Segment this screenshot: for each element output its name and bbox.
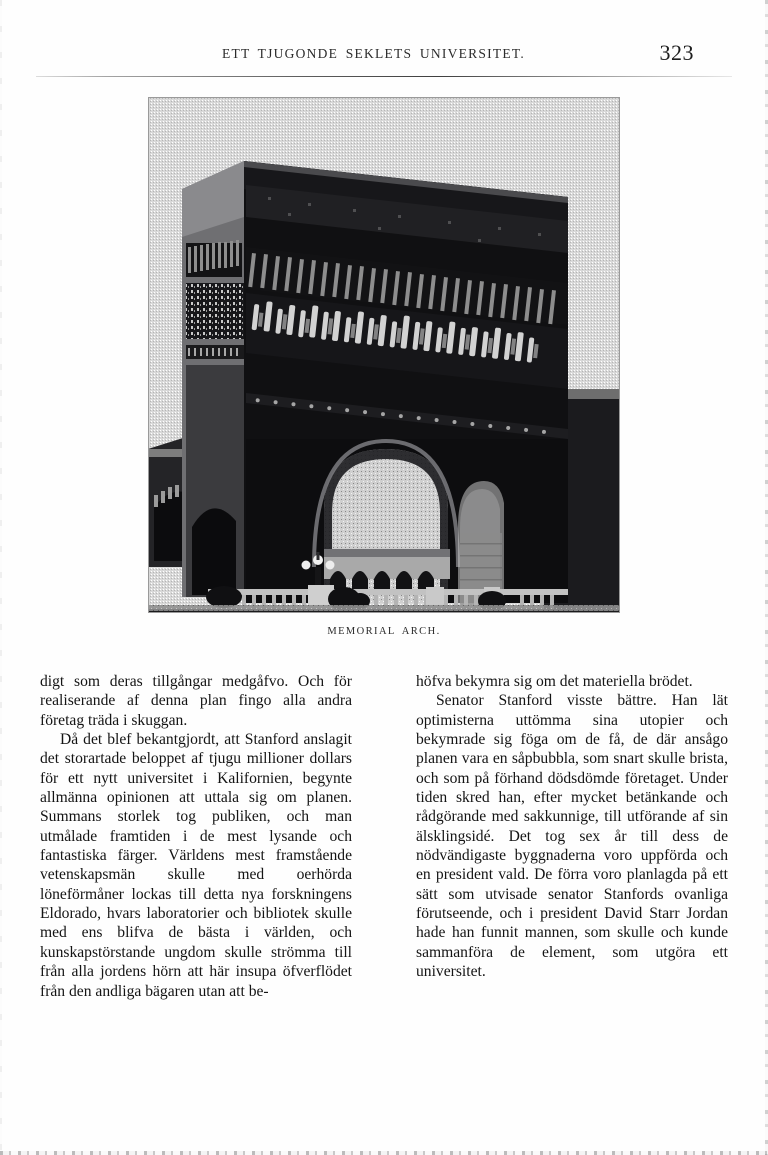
paragraph: höfva bekymra sig om det materiella brödet. bbox=[416, 673, 693, 690]
figure-caption: MEMORIAL ARCH. bbox=[327, 626, 441, 637]
paragraph: Senator Stanford visste bättre. Han lät optimisterna uttömma sina utopier och bekymrade sig föga om de få, de där ansågo planen vara en såpbubbla, som snart skulle brista, och som på förhand dödsdömde företaget. Under tiden skred han, efter mycket betänkande och rådgörande med sakkunnige, till utförande af sin älsklingsidé. Det tog sex år till dess de nödvändigaste byggnaderna voro uppförda och en president vald. De förra voro planlagda på ett sätt som utvisade senator Stanfords ovanliga förutseende, och i president David Starr Jordan hade han funnit mannen, som skulle och kunde sammanföra de element, som utgöra ett universitet. bbox=[416, 692, 728, 981]
right-column bbox=[416, 672, 728, 1001]
header-rule bbox=[36, 76, 732, 77]
paragraph: digt som deras tillgångar medgåfvo. Och för realiserande af denna plan fingo alla andra företag träda i skuggan. bbox=[40, 673, 352, 729]
scan-edge-artifact-bottom bbox=[0, 1151, 768, 1155]
running-head-title: ETT TJUGONDE SEKLETS UNIVERSITET. bbox=[222, 46, 525, 61]
running-head bbox=[0, 40, 768, 68]
memorial-arch-illustration bbox=[148, 97, 620, 613]
page-number: 323 bbox=[659, 40, 694, 65]
scan-edge-artifact-left bbox=[0, 0, 2, 1155]
paragraph: Då det blef bekantgjordt, att Stanford anslagit det storartade beloppet af tjugu millioner dollars för ett nytt universitet i Kalifornien, begynte allmänna opinionen att uttala sig om planen. Summans storlek tog publiken, och man utmålade framtiden i de mest lysande och fantastiska färger. Världens mest framstående vetenskapsmän skulle med oerhörda löneförmåner lockas till detta nya forskningens Eldorado, hvars laboratorier och bibliotek skulle med ens blifva de bästa i världen, och kunskapstörstande ungdom skulle strömma till från alla jordens hörn att här insupa öfverflödet från den andliga bägaren utan att be- bbox=[40, 731, 352, 1000]
left-column bbox=[40, 672, 352, 1001]
body-text bbox=[40, 672, 728, 1001]
